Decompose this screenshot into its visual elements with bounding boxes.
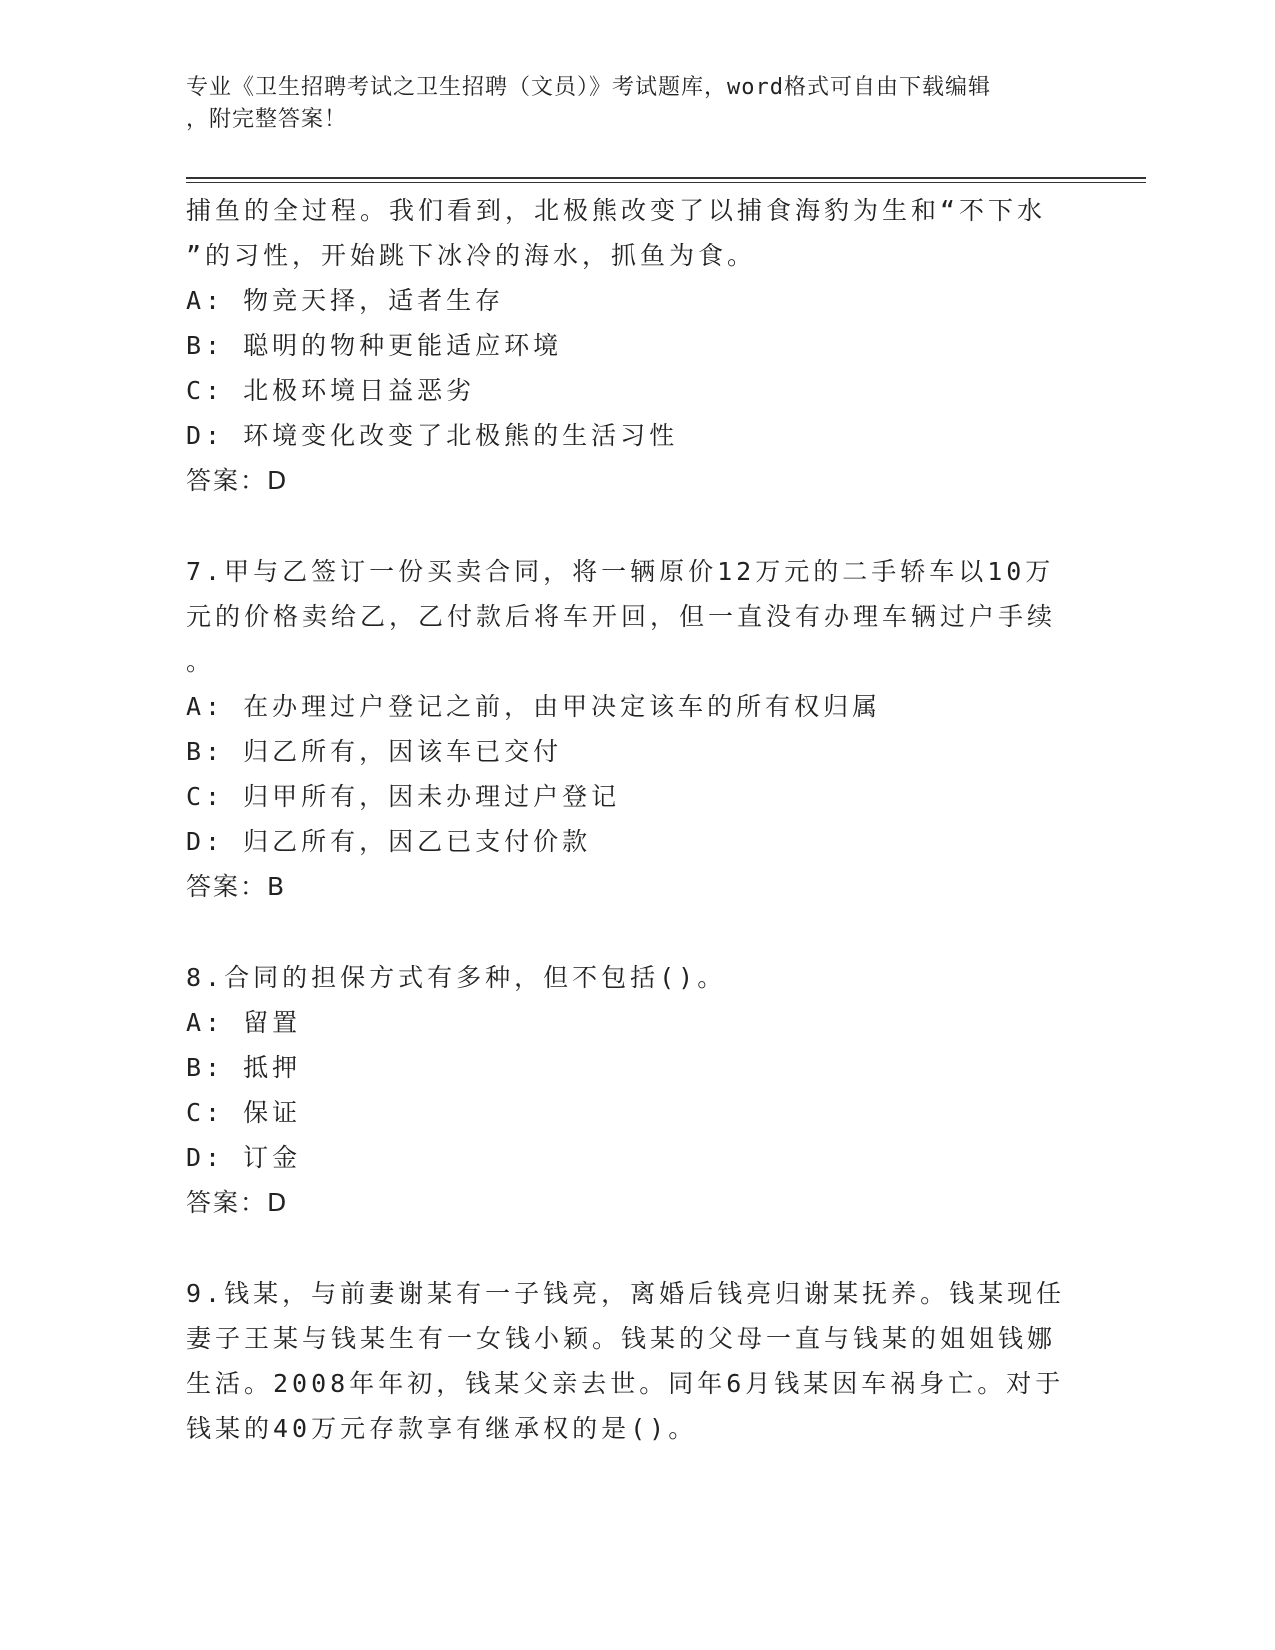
question-text-line: 。: [186, 647, 216, 676]
question-text-line: 妻子王某与钱某生有一女钱小颖。钱某的父母一直与钱某的姐姐钱娜: [186, 1324, 1057, 1353]
question-text-line: 元的价格卖给乙，乙付款后将车开回，但一直没有办理车辆过户手续: [186, 602, 1057, 631]
question-7: [186, 549, 1066, 909]
question-text-line: 捕鱼的全过程。我们看到，北极熊改变了以捕食海豹为生和“不下水: [186, 196, 1047, 225]
question-6: [186, 188, 1066, 503]
header-rule-thick: [186, 177, 1146, 179]
header-line-2: ，附完整答案！: [186, 107, 348, 132]
question-text-line: 钱某的40万元存款享有继承权的是()。: [186, 1414, 698, 1443]
option-c: C: 保证: [186, 1098, 302, 1127]
option-b: B: 抵押: [186, 1053, 302, 1082]
spacer: [186, 503, 1066, 549]
header-rule-thin: [186, 182, 1146, 183]
option-a: A: 物竞天择，适者生存: [186, 286, 505, 315]
question-list: [186, 188, 1066, 1451]
option-d: D: 归乙所有，因乙已支付价款: [186, 827, 592, 856]
option-c: C: 北极环境日益恶劣: [186, 376, 476, 405]
question-9: [186, 1271, 1066, 1451]
question-text-line: 9.钱某，与前妻谢某有一子钱亮，离婚后钱亮归谢某抚养。钱某现任: [186, 1279, 1066, 1308]
option-a: A: 留置: [186, 1008, 302, 1037]
question-text-line: 7.甲与乙签订一份买卖合同，将一辆原价12万元的二手轿车以10万: [186, 557, 1055, 586]
question-text-line: 8.合同的担保方式有多种，但不包括()。: [186, 963, 727, 992]
header-line-1: 专业《卫生招聘考试之卫生招聘（文员）》考试题库，word格式可自由下载编辑: [186, 75, 991, 100]
option-d: D: 环境变化改变了北极熊的生活习性: [186, 421, 679, 450]
spacer: [186, 909, 1066, 955]
option-c: C: 归甲所有，因未办理过户登记: [186, 782, 621, 811]
page-header: [186, 72, 1066, 136]
option-d: D: 订金: [186, 1143, 302, 1172]
question-text-line: ”的习性，开始跳下冰冷的海水，抓鱼为食。: [186, 241, 757, 270]
answer-label: 答案：D: [186, 466, 289, 495]
question-text-line: 生活。2008年年初，钱某父亲去世。同年6月钱某因车祸身亡。对于: [186, 1369, 1065, 1398]
answer-label: 答案：D: [186, 1188, 289, 1217]
spacer: [186, 1225, 1066, 1271]
answer-label: 答案：B: [186, 872, 287, 901]
question-8: [186, 955, 1066, 1225]
option-b: B: 聪明的物种更能适应环境: [186, 331, 563, 360]
option-b: B: 归乙所有，因该车已交付: [186, 737, 563, 766]
option-a: A: 在办理过户登记之前，由甲决定该车的所有权归属: [186, 692, 882, 721]
